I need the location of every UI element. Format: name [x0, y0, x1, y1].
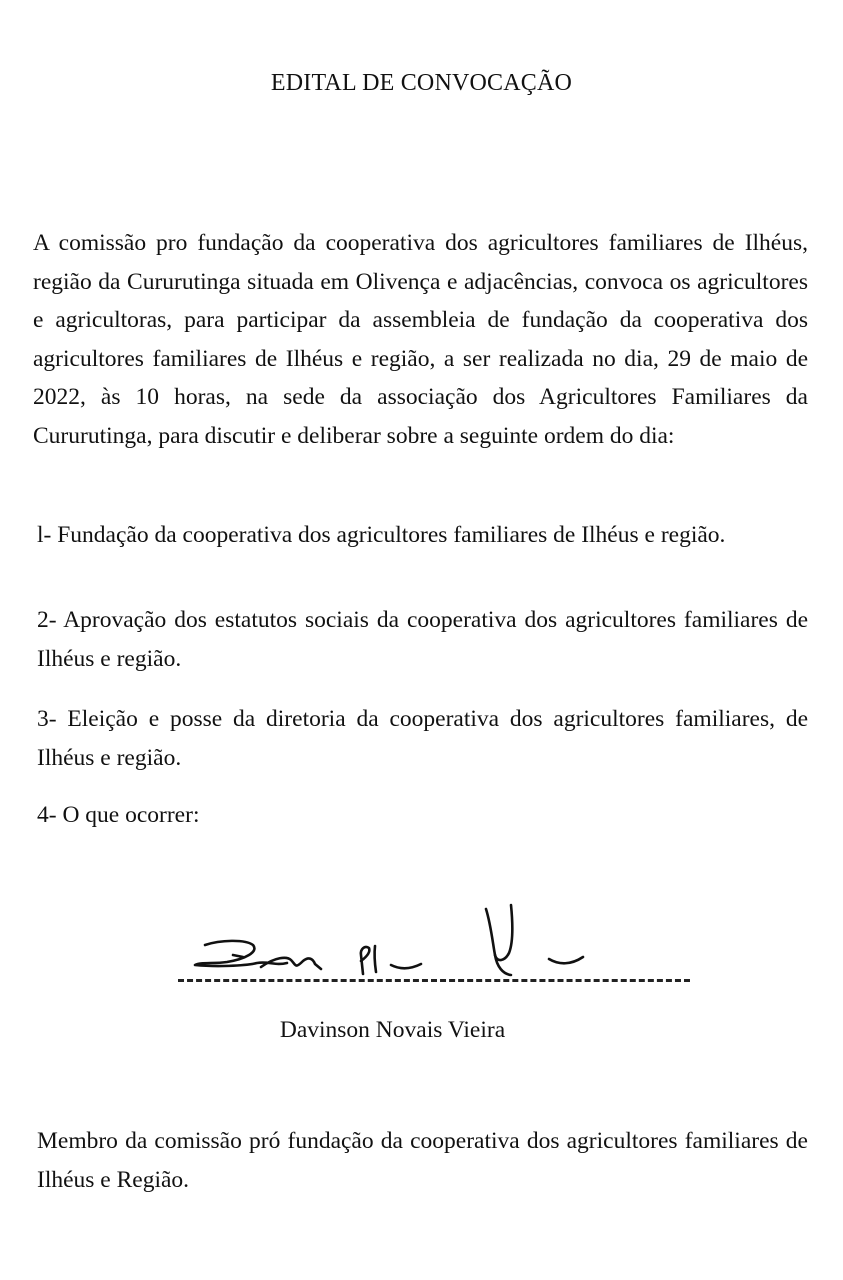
agenda-item-4: 4- O que ocorrer: — [37, 802, 200, 828]
document-title: EDITAL DE CONVOCAÇÃO — [270, 70, 573, 96]
agenda-item-3: 3- Eleição e posse da diretoria da cooperativa dos agricultores familiares, de Ilhéus e região. — [37, 706, 808, 771]
signer-role: Membro da comissão pró fundação da cooperativa dos agricultores familiares de Ilhéus e Região. — [37, 1128, 808, 1193]
signature-block — [175, 895, 695, 995]
signature-line — [178, 979, 690, 982]
agenda-item-1: l- Fundação da cooperativa dos agricultores familiares de Ilhéus e região. — [37, 522, 726, 548]
signer-name: Davinson Novais Vieira — [279, 1017, 506, 1043]
agenda-item-2: 2- Aprovação dos estatutos sociais da cooperativa dos agricultores familiares de Ilhéus e região. — [37, 607, 808, 672]
intro-paragraph: A comissão pro fundação da cooperativa dos agricultores familiares de Ilhéus, região da Cururutinga situada em Olivença e adjacências, convoca os agricultores e agricultoras, para participar da assembleia de fundação da cooperativa dos agricultores familiares de Ilhéus e região, a ser realizada no dia, 29 de maio de 2022, às 10 horas, na sede da associação dos Agricultores Familiares da Cururutinga, para discutir e deliberar sobre a seguinte ordem do dia: — [33, 230, 808, 449]
handwritten-signature — [175, 895, 695, 985]
